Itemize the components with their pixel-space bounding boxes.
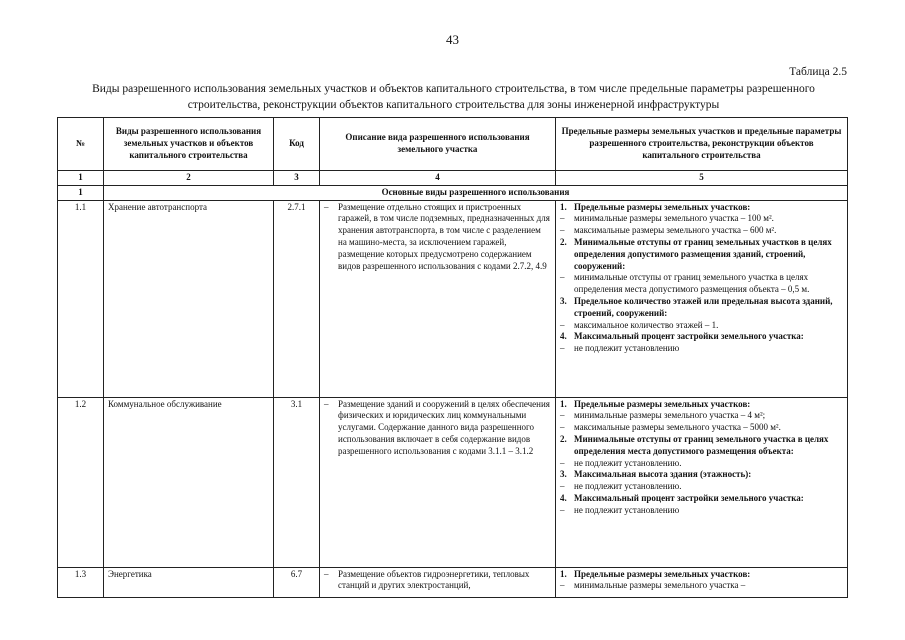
row-number: 1.3	[58, 567, 104, 597]
header-parameters: Предельные размеры земельных участков и предельные параметры разрешенного строительства, реконструкции объектов капитального строительства	[556, 118, 848, 171]
parameter-item	[560, 272, 843, 296]
parameters-cell	[556, 567, 848, 597]
parameter-number: 4.	[560, 331, 567, 342]
use-description-cell	[320, 567, 556, 597]
parameter-number: 1.	[560, 568, 567, 579]
parameter-number: 3.	[560, 295, 567, 306]
bullet-dash: –	[560, 213, 565, 224]
parameter-title: Максимальный процент застройки земельного участка:	[574, 331, 804, 342]
use-code: 3.1	[274, 397, 320, 567]
bullet-dash: –	[324, 398, 329, 409]
use-code: 2.7.1	[274, 200, 320, 397]
parameter-item	[560, 458, 843, 470]
parameter-title: Предельные размеры земельных участков:	[574, 398, 751, 409]
parameter-item	[560, 505, 843, 517]
parameter-item	[560, 580, 843, 592]
parameter-number: 4.	[560, 492, 567, 503]
parameter-value: минимальные размеры земельного участка –	[574, 580, 746, 591]
bullet-dash: –	[560, 272, 565, 283]
table-header-row	[58, 118, 848, 171]
parameter-title: Предельные размеры земельных участков:	[574, 568, 751, 579]
parameter-value: не подлежит установлению.	[574, 481, 682, 492]
parameter-item	[560, 213, 843, 225]
parameter-value: максимальные размеры земельного участка – 600 м².	[574, 225, 777, 236]
row-number: 1.1	[58, 200, 104, 397]
parameter-item	[560, 422, 843, 434]
use-description-cell	[320, 200, 556, 397]
bullet-dash: –	[560, 225, 565, 236]
parameter-value: максимальное количество этажей – 1.	[574, 319, 719, 330]
bullet-dash: –	[324, 201, 329, 212]
parameter-number: 1.	[560, 398, 567, 409]
table-row	[58, 200, 848, 397]
header-number: №	[58, 118, 104, 171]
parameter-heading	[560, 296, 843, 320]
parameter-item	[560, 320, 843, 332]
bullet-dash: –	[560, 343, 565, 354]
parameter-value: минимальные отступы от границ земельного участка в целях определения места допустимого размещения объекта – 0,5 м.	[574, 272, 810, 295]
table-row	[58, 397, 848, 567]
bullet-dash: –	[560, 410, 565, 421]
parameter-title: Максимальный процент застройки земельного участка:	[574, 492, 804, 503]
parameter-heading	[560, 331, 843, 343]
parameter-heading	[560, 202, 843, 214]
parameter-heading	[560, 493, 843, 505]
use-description: Размещение отдельно стоящих и пристроенных гаражей, в том числе подземных, предназначенных для хранения автотранспорта, в том числе с разделением на машино-места, за исключением гаражей, размещение которых предусмотрено содержанием видов разрешенного использования с кодами 2.7.2, 4.9	[338, 201, 550, 271]
parameter-value: минимальные размеры земельного участка – 4 м²;	[574, 410, 766, 421]
header-use-type: Виды разрешенного использования земельных участков и объектов капитального строительства	[104, 118, 274, 171]
column-number: 4	[320, 171, 556, 186]
table-label: Таблица 2.5	[789, 66, 847, 78]
column-number-row	[58, 171, 848, 186]
parameter-value: не подлежит установлению	[574, 504, 680, 515]
parameter-item	[560, 481, 843, 493]
use-type-name: Коммунальное обслуживание	[104, 397, 274, 567]
column-number: 1	[58, 171, 104, 186]
land-use-table	[57, 117, 848, 598]
parameter-title: Предельные размеры земельных участков:	[574, 201, 751, 212]
use-description: Размещение объектов гидроэнергетики, тепловых станций и других электростанций,	[338, 568, 530, 591]
parameter-heading	[560, 469, 843, 481]
column-number: 5	[556, 171, 848, 186]
use-type-name: Энергетика	[104, 567, 274, 597]
table-row	[58, 567, 848, 597]
header-description: Описание вида разрешенного использования земельного участка	[320, 118, 556, 171]
parameter-value: не подлежит установлению	[574, 343, 680, 354]
parameter-value: не подлежит установлению.	[574, 457, 682, 468]
bullet-dash: –	[560, 580, 565, 591]
parameter-title: Минимальные отступы от границ земельных участков в целях определения допустимого размещения зданий, строений, сооружений:	[574, 236, 832, 271]
column-number: 2	[104, 171, 274, 186]
table-caption: Виды разрешенного использования земельных участков и объектов капитального строительства, в том числе предельные параметры разрешенного строительства, реконструкции объектов капитального строительства для зоны инженерной инфраструктуры	[92, 83, 815, 111]
page-number: 43	[446, 32, 459, 47]
parameter-heading	[560, 569, 843, 581]
parameter-number: 3.	[560, 469, 567, 480]
parameter-heading	[560, 399, 843, 411]
parameter-title: Предельное количество этажей или предельная высота зданий, строений, сооружений:	[574, 295, 833, 318]
section-number: 1	[58, 185, 104, 200]
parameter-item	[560, 225, 843, 237]
parameter-number: 2.	[560, 236, 567, 247]
section-row	[58, 185, 848, 200]
use-description-cell	[320, 397, 556, 567]
row-number: 1.2	[58, 397, 104, 567]
parameters-cell	[556, 200, 848, 397]
parameter-item	[560, 410, 843, 422]
use-code: 6.7	[274, 567, 320, 597]
bullet-dash: –	[324, 568, 329, 579]
header-code: Код	[274, 118, 320, 171]
parameter-heading	[560, 237, 843, 272]
bullet-dash: –	[560, 504, 565, 515]
parameter-title: Минимальные отступы от границ земельного участка в целях определения места допустимого размещения объекта:	[574, 433, 829, 456]
parameter-value: максимальные размеры земельного участка – 5000 м².	[574, 422, 781, 433]
bullet-dash: –	[560, 319, 565, 330]
column-number: 3	[274, 171, 320, 186]
use-description: Размещение зданий и сооружений в целях обеспечения физических и юридических лиц коммунальными услугами. Содержание данного вида разрешенного использования включает в себя содержание видов разрешенного использования с кодами 3.1.1 – 3.1.2	[338, 398, 550, 456]
parameter-title: Максимальная высота здания (этажность):	[574, 469, 752, 480]
bullet-dash: –	[560, 481, 565, 492]
use-type-name: Хранение автотранспорта	[104, 200, 274, 397]
parameter-value: минимальные размеры земельного участка – 100 м².	[574, 213, 774, 224]
bullet-dash: –	[560, 457, 565, 468]
parameter-number: 1.	[560, 201, 567, 212]
parameters-cell	[556, 397, 848, 567]
parameter-item	[560, 343, 843, 355]
parameter-number: 2.	[560, 433, 567, 444]
bullet-dash: –	[560, 422, 565, 433]
section-title: Основные виды разрешенного использования	[104, 185, 848, 200]
parameter-heading	[560, 434, 843, 458]
